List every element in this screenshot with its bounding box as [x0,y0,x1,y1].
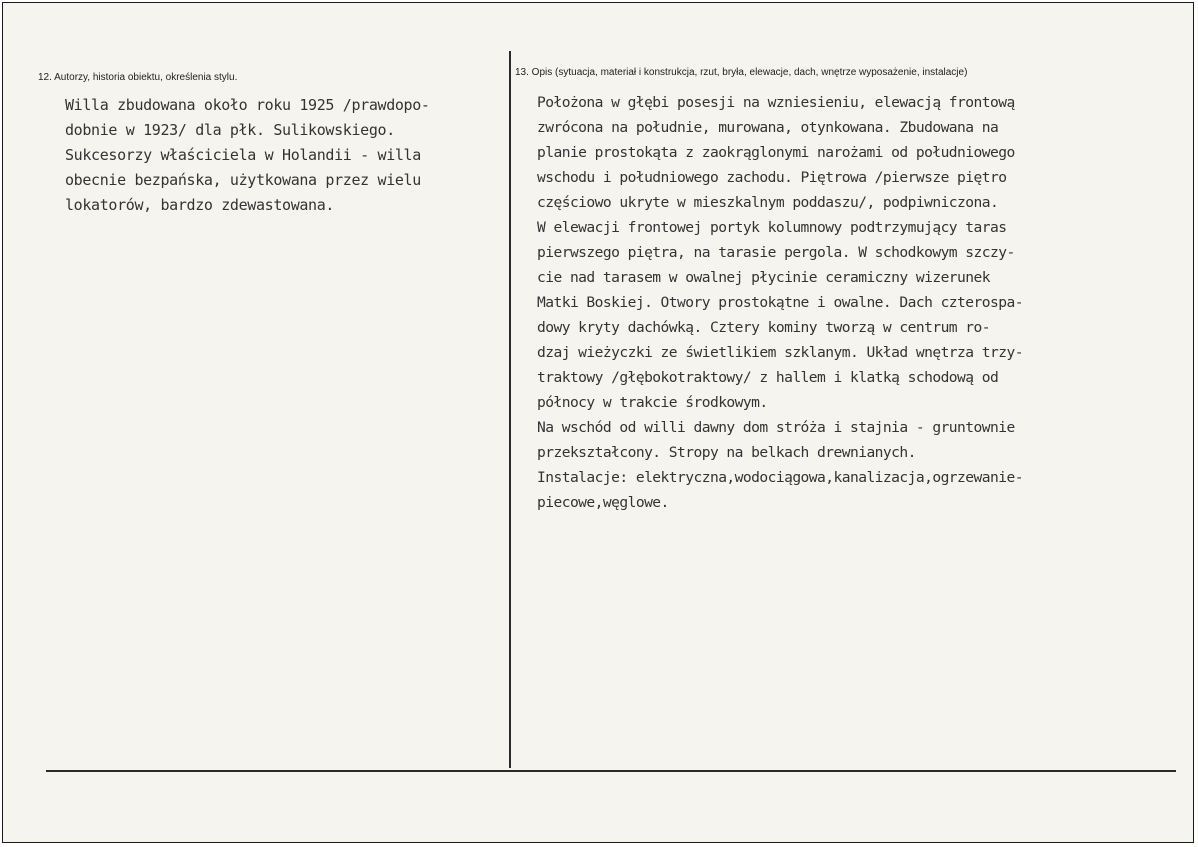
text-line: W elewacji frontowej portyk kolumnowy podtrzymujący taras [537,219,1007,236]
text-line: Instalacje: elektryczna,wodociągowa,kanalizacja,ogrzewanie- [537,469,1023,486]
text-line: cie nad tarasem w owalnej płycinie ceramiczny wizerunek [537,269,990,286]
text-line: lokatorów, bardzo zdewastowana. [65,196,335,214]
section-12-heading: 12. Autorzy, historia obiektu, określenia stylu. [38,72,238,83]
text-line: dobnie w 1923/ dla płk. Sulikowskiego. [65,121,395,139]
bottom-rule [46,770,1176,772]
text-line: częściowo ukryte w mieszkalnym poddaszu/, podpiwniczona. [537,194,999,211]
column-divider [509,51,511,768]
text-line: planie prostokąta z zaokrąglonymi narożami od południowego [537,144,1015,161]
text-line: traktowy /głębokotraktowy/ z hallem i klatką schodową od [537,369,999,386]
text-line: Willa zbudowana około roku 1925 /prawdopo- [65,96,430,114]
text-line: wschodu i południowego zachodu. Piętrowa /pierwsze piętro [537,169,1007,186]
text-line: pierwszego piętra, na tarasie pergola. W schodkowym szczy- [537,244,1015,261]
section-13-text [537,90,1023,515]
section-13-heading: 13. Opis (sytuacja, materiał i konstrukcja, rzut, bryła, elewacje, dach, wnętrze wyposażenie, instalacje) [515,67,968,78]
record-card [2,2,1194,843]
text-line: przekształcony. Stropy na belkach drewnianych. [537,444,916,461]
text-line: piecowe,węglowe. [537,494,669,511]
text-line: Matki Boskiej. Otwory prostokątne i owalne. Dach czterospa- [537,294,1023,311]
text-line: zwrócona na południe, murowana, otynkowana. Zbudowana na [537,119,999,136]
text-line: obecnie bezpańska, użytkowana przez wielu [65,171,421,189]
text-line: dowy kryty dachówką. Cztery kominy tworzą w centrum ro- [537,319,990,336]
text-line: dzaj wieżyczki ze świetlikiem szklanym. Układ wnętrza trzy- [537,344,1023,361]
text-line: Na wschód od willi dawny dom stróża i stajnia - gruntownie [537,419,1015,436]
text-line: północy w trakcie środkowym. [537,394,768,411]
text-line: Sukcesorzy właściciela w Holandii - willa [65,146,421,164]
section-12-text [65,93,430,218]
text-line: Położona w głębi posesji na wzniesieniu, elewacją frontową [537,94,1015,111]
